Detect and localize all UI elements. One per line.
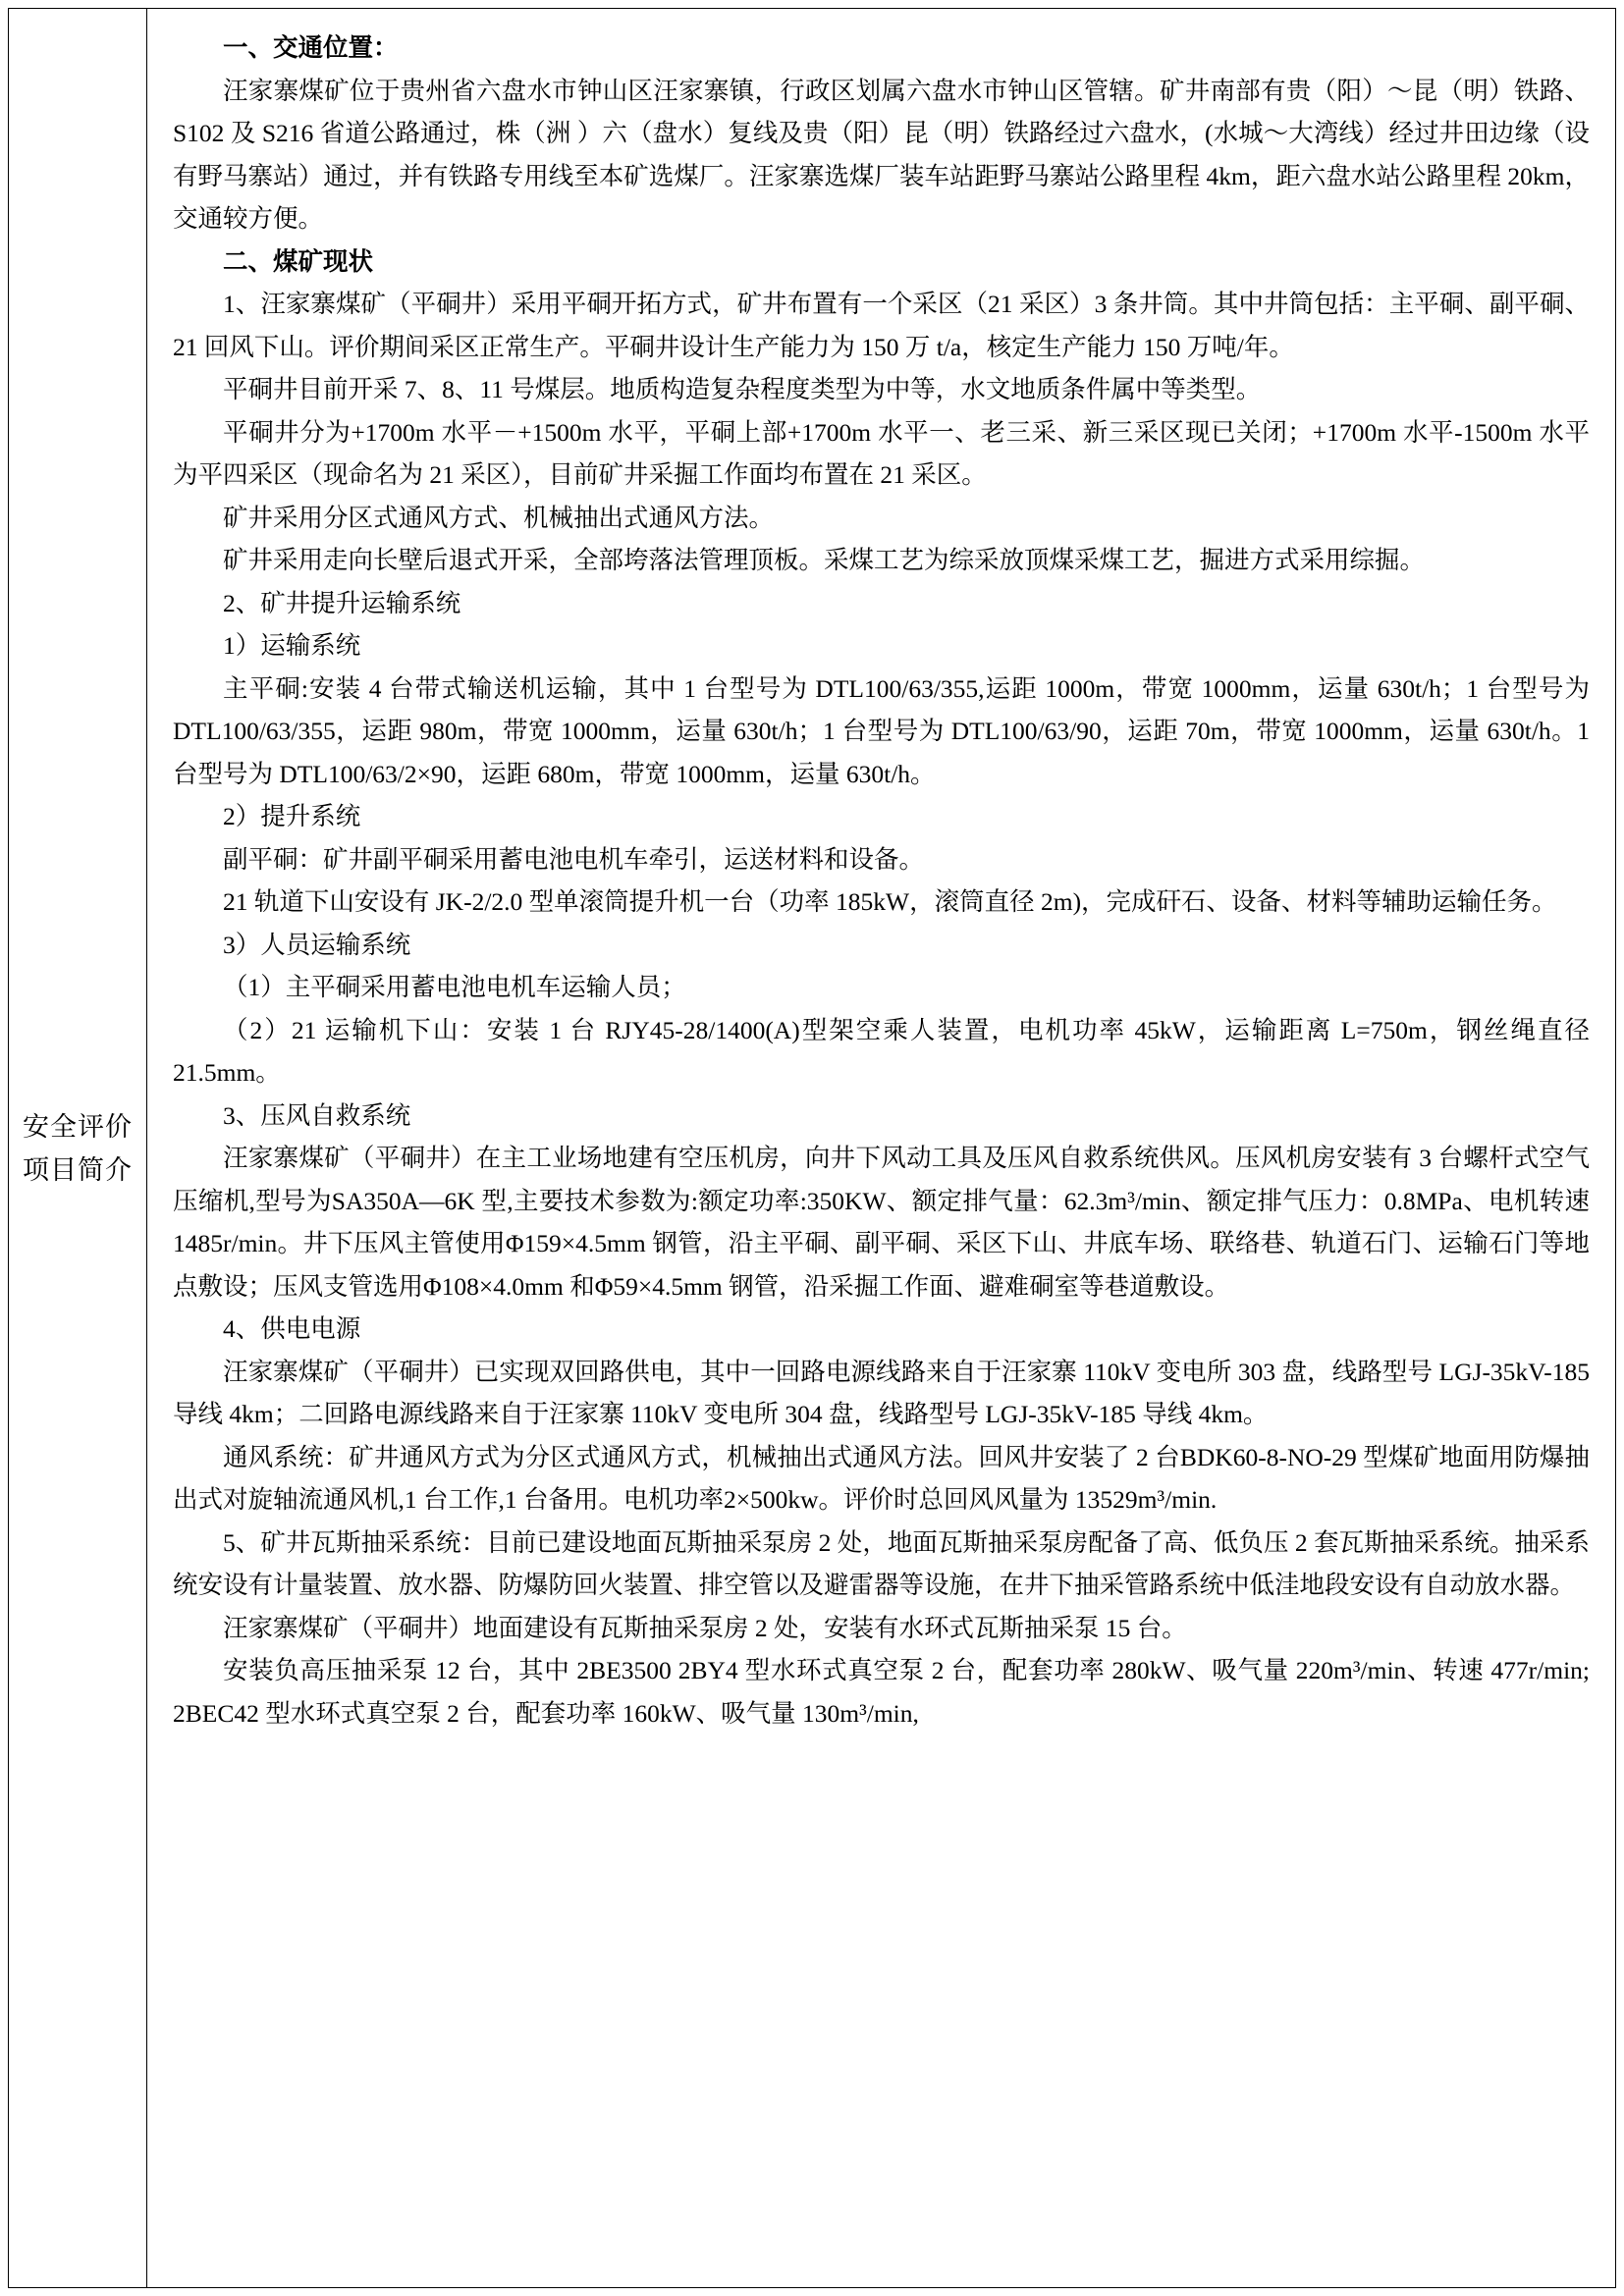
paragraph: 矿井采用走向长壁后退式开采，全部垮落法管理顶板。采煤工艺为综采放顶煤采煤工艺，掘进方式采用综掘。 bbox=[223, 546, 1426, 574]
paragraph: （1）主平硐采用蓄电池电机车运输人员； bbox=[223, 973, 686, 1001]
paragraph: 主平硐:安装 4 台带式输送机运输，其中 1 台型号为 DTL100/63/355,运距 1000m，带宽 1000mm，运量 630t/h；1 台型号为 DTL100/63/355，运距 980m，带宽 1000mm，运量 630t/h；1 台型号为 DTL100/63/90，运距 70m，带宽 1000mm，运量 630t/h。1 台型号为 DTL100/63/2×90，运距 680m，带宽 1000mm，运量 630t/h。 bbox=[173, 673, 1590, 788]
row-label-line-2: 项目简介 bbox=[23, 1154, 133, 1185]
paragraph: 3、压风自救系统 bbox=[223, 1100, 411, 1130]
table-row bbox=[9, 9, 1616, 2288]
paragraph: 21 轨道下山安设有 JK-2/2.0 型单滚筒提升机一台（功率 185kW，滚筒直径 2m)，完成矸石、设备、材料等辅助运输任务。 bbox=[223, 887, 1557, 916]
paragraph: 1、汪家寨煤矿（平硐井）采用平硐开拓方式，矿井布置有一个采区（21 采区）3 条井筒。其中井筒包括：主平硐、副平硐、21 回风下山。评价期间采区正常生产。平硐井设计生产能力为 150 万 t/a，核定生产能力 150 万吨/年。 bbox=[173, 290, 1590, 361]
paragraph: 4、供电电源 bbox=[223, 1314, 361, 1343]
content-table bbox=[8, 8, 1616, 2288]
paragraph: 平硐井分为+1700m 水平－+1500m 水平，平硐上部+1700m 水平一、老三采、新三采区现已关闭；+1700m 水平-1500m 水平为平四采区（现命名为 21 采区），目前矿井采掘工作面均布置在 21 采区。 bbox=[173, 417, 1590, 489]
paragraph: 2）提升系统 bbox=[223, 802, 361, 830]
row-body-cell bbox=[147, 9, 1616, 2288]
paragraph: 3）人员运输系统 bbox=[223, 930, 411, 959]
paragraph: 汪家寨煤矿位于贵州省六盘水市钟山区汪家寨镇，行政区划属六盘水市钟山区管辖。矿井南部有贵（阳）～昆（明）铁路、S102 及 S216 省道公路通过，株（洲 ）六（盘水）复线及贵（阳）昆（明）铁路经过六盘水，(水城～大湾线）经过井田边缘（设有野马寨站）通过，并有铁路专用线至本矿选煤厂。汪家寨选煤厂装车站距野马寨站公路里程 4km，距六盘水站公路里程 20km，交通较方便。 bbox=[173, 76, 1590, 233]
paragraph: 汪家寨煤矿（平硐井）在主工业场地建有空压机房，向井下风动工具及压风自救系统供风。压风机房安装有 3 台螺杆式空气压缩机,型号为SA350A—6K 型,主要技术参数为:额定功率:350KW、额定排气量：62.3m³/min、额定排气压力：0.8MPa、电机转速 1485r/min。井下压风主管使用Φ159×4.5mm 钢管，沿主平硐、副平硐、采区下山、井底车场、联络巷、轨道石门、运输石门等地点敷设；压风支管选用Φ108×4.0mm 和Φ59×4.5mm 钢管，沿采掘工作面、避难硐室等巷道敷设。 bbox=[173, 1144, 1590, 1301]
paragraph: 安装负高压抽采泵 12 台，其中 2BE3500 2BY4 型水环式真空泵 2 台，配套功率 280kW、吸气量 220m³/min、转速 477r/min; 2BEC42 型水环式真空泵 2 台，配套功率 160kW、吸气量 130m³/min, bbox=[173, 1656, 1590, 1728]
paragraph: 1）运输系统 bbox=[223, 631, 361, 660]
row-label-cell bbox=[9, 9, 147, 2288]
paragraph: 汪家寨煤矿（平硐井）已实现双回路供电，其中一回路电源线路来自于汪家寨 110kV 变电所 303 盘，线路型号 LGJ-35kV-185 导线 4km；二回路电源线路来自于汪家寨 110kV 变电所 304 盘，线路型号 LGJ-35kV-185 导线 4km。 bbox=[173, 1357, 1590, 1428]
paragraph: （2）21 运输机下山：安装 1 台 RJY45-28/1400(A)型架空乘人装置，电机功率 45kW，运输距离 L=750m，钢丝绳直径 21.5mm。 bbox=[173, 1015, 1590, 1087]
paragraph: 矿井采用分区式通风方式、机械抽出式通风方法。 bbox=[223, 503, 775, 532]
section-heading: 一、交通位置： bbox=[223, 33, 399, 62]
document-body bbox=[173, 27, 1590, 1735]
paragraph: 副平硐：矿井副平硐采用蓄电池电机车牵引，运送材料和设备。 bbox=[223, 844, 925, 874]
row-label-line-1: 安全评价 bbox=[23, 1111, 133, 1142]
paragraph: 汪家寨煤矿（平硐井）地面建设有瓦斯抽采泵房 2 处，安装有水环式瓦斯抽采泵 15 台。 bbox=[223, 1613, 1187, 1642]
paragraph: 平硐井目前开采 7、8、11 号煤层。地质构造复杂程度类型为中等，水文地质条件属中等类型。 bbox=[223, 375, 1262, 403]
section-heading: 二、煤矿现状 bbox=[223, 246, 374, 276]
paragraph: 5、矿井瓦斯抽采系统：目前已建设地面瓦斯抽采泵房 2 处，地面瓦斯抽采泵房配备了高、低负压 2 套瓦斯抽采系统。抽采系统安设有计量装置、放水器、防爆防回火装置、排空管以及避雷器等设施，在井下抽采管路系统中低洼地段安设有自动放水器。 bbox=[173, 1527, 1590, 1599]
paragraph: 通风系统：矿井通风方式为分区式通风方式，机械抽出式通风方法。回风井安装了 2 台BDK60-8-NO-29 型煤矿地面用防爆抽出式对旋轴流通风机,1 台工作,1 台备用。电机功率2×500kw。评价时总回风风量为 13529m³/min. bbox=[173, 1442, 1590, 1514]
paragraph: 2、矿井提升运输系统 bbox=[223, 588, 461, 617]
